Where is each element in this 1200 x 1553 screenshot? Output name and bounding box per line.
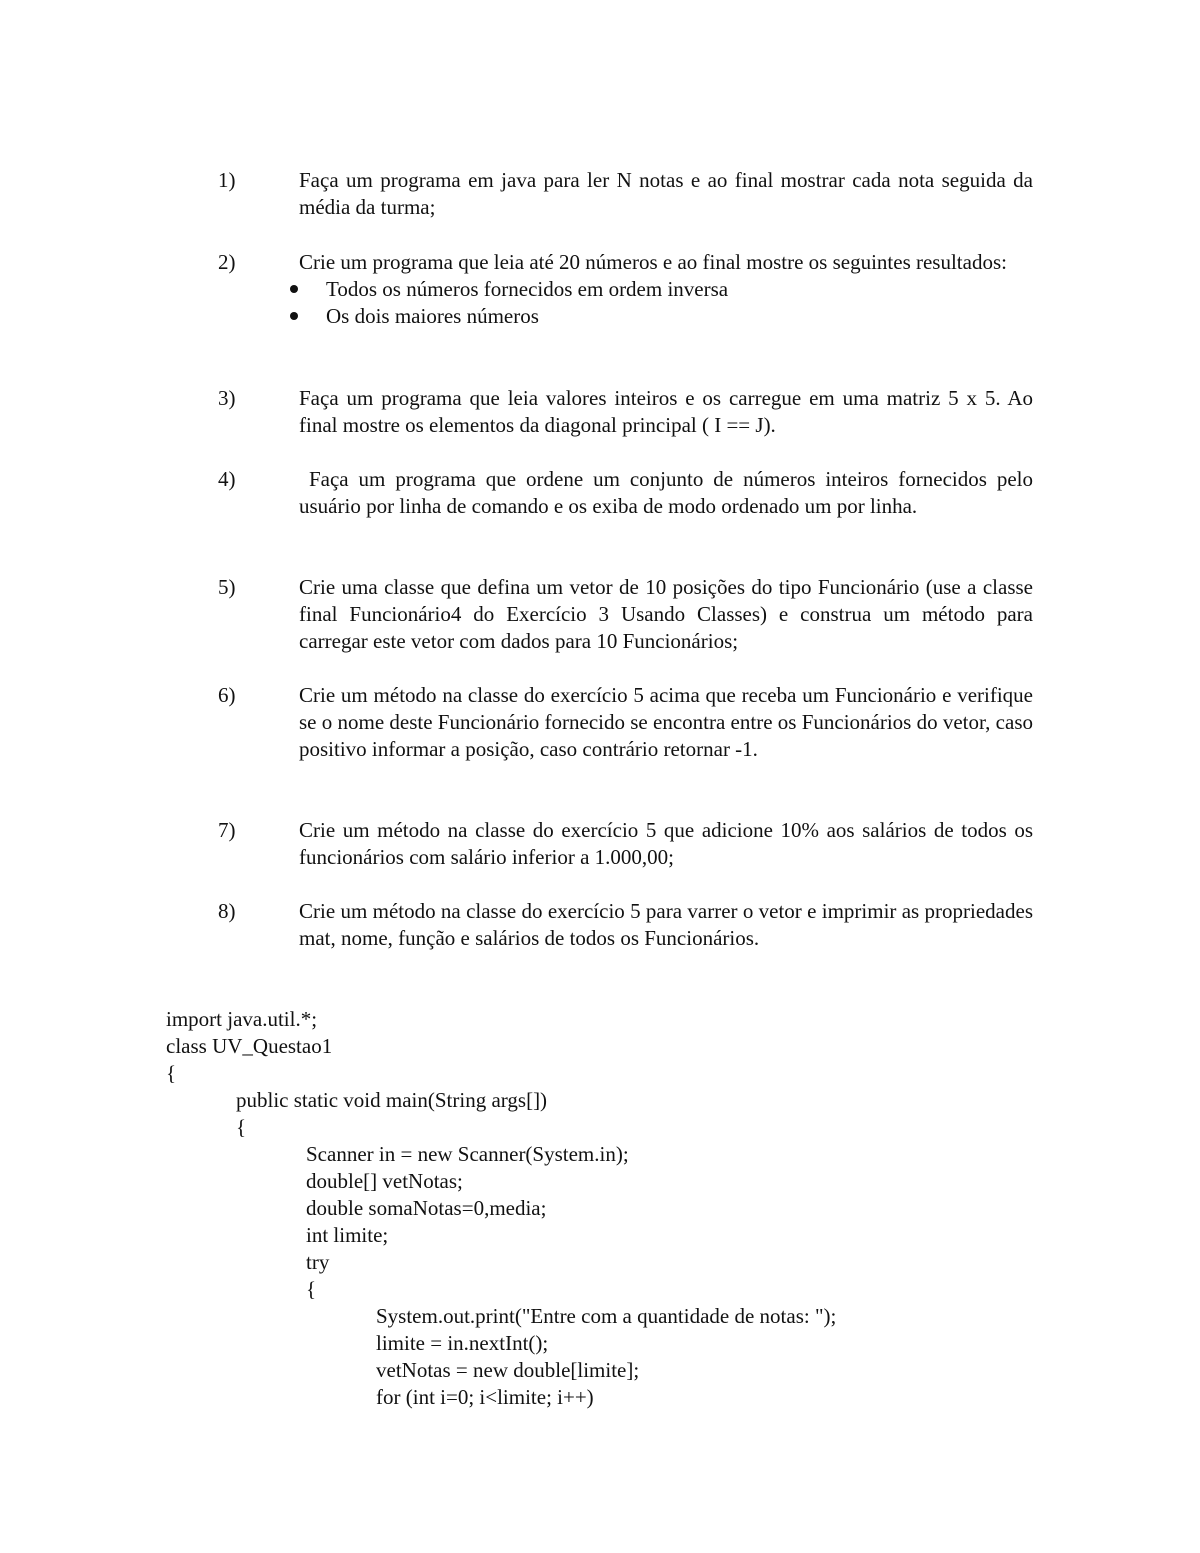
exercise-number: 7) <box>218 818 236 842</box>
exercise-text: Crie um programa que leia até 20 números e ao final mostre os seguintes resultados: <box>299 250 1007 274</box>
bullet-dot-icon <box>290 312 298 320</box>
code-line: { <box>306 1277 317 1301</box>
code-line: try <box>306 1250 330 1274</box>
bullet-list <box>299 276 1033 330</box>
code-line: Scanner in = new Scanner(System.in); <box>306 1142 629 1166</box>
exercise-text: Faça um programa em java para ler N notas e ao final mostrar cada nota seguida da média da turma; <box>299 168 1033 219</box>
code-line: { <box>166 1061 177 1085</box>
bullet-text: Os dois maiores números <box>326 304 539 328</box>
exercise-number: 1) <box>218 168 236 192</box>
exercise-text: Crie um método na classe do exercício 5 que adicione 10% aos salários de todos os funcionários com salário inferior a 1.000,00; <box>299 818 1033 869</box>
code-line: int limite; <box>306 1223 389 1247</box>
code-line: limite = in.nextInt(); <box>376 1331 549 1355</box>
code-line: public static void main(String args[]) <box>236 1088 548 1112</box>
bullet-dot-icon <box>290 285 298 293</box>
exercise-text: Faça um programa que leia valores inteiros e os carregue em uma matriz 5 x 5. Ao final mostre os elementos da diagonal principal ( I == J). <box>299 386 1033 437</box>
code-line: for (int i=0; i<limite; i++) <box>376 1385 594 1409</box>
exercise-body <box>299 249 1033 330</box>
code-line: class UV_Questao1 <box>166 1034 333 1058</box>
exercise-text: Crie um método na classe do exercício 5 para varrer o vetor e imprimir as propriedades mat, nome, função e salários de todos os Funcionários. <box>299 899 1033 950</box>
bullet-item <box>299 303 1033 330</box>
bullet-item <box>299 276 1033 303</box>
code-line: vetNotas = new double[limite]; <box>376 1358 640 1382</box>
code-line: double[] vetNotas; <box>306 1169 463 1193</box>
exercise-number: 2) <box>218 250 236 274</box>
code-line: double somaNotas=0,media; <box>306 1196 547 1220</box>
exercise-number: 8) <box>218 899 236 923</box>
exercise-number: 6) <box>218 683 236 707</box>
bullet-text: Todos os números fornecidos em ordem inversa <box>326 277 729 301</box>
exercise-number: 4) <box>218 467 236 491</box>
code-line: System.out.print("Entre com a quantidade de notas: "); <box>376 1304 837 1328</box>
exercise-text: Faça um programa que ordene um conjunto de números inteiros fornecidos pelo usuário por linha de comando e os exiba de modo ordenado um por linha. <box>299 467 1039 518</box>
exercise-number: 5) <box>218 575 236 599</box>
exercise-text: Crie um método na classe do exercício 5 acima que receba um Funcionário e verifique se o nome deste Funcionário fornecido se encontra entre os Funcionários do vetor, caso positivo informar a posição, caso contrário retornar -1. <box>299 683 1033 761</box>
code-line: { <box>236 1115 247 1139</box>
code-listing <box>166 1006 1066 1411</box>
exercise-number: 3) <box>218 386 236 410</box>
exercise-text: Crie uma classe que defina um vetor de 10 posições do tipo Funcionário (use a classe final Funcionário4 do Exercício 3 Usando Classes) e construa um método para carregar este vetor com dados para 10 Funcionários; <box>299 575 1033 653</box>
code-line: import java.util.*; <box>166 1007 318 1031</box>
